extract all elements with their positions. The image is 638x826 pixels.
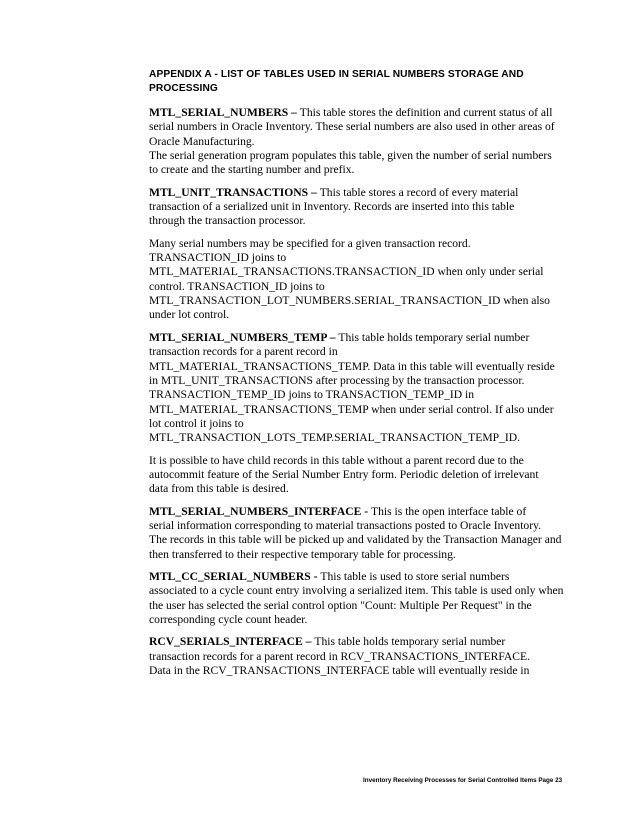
separator: – xyxy=(308,185,320,199)
paragraph-line xyxy=(149,360,589,374)
line-text: It is possible to have child records in this table without a parent record due to the xyxy=(149,453,524,467)
line-text: Oracle Manufacturing. xyxy=(149,134,255,148)
paragraph-line xyxy=(149,599,589,613)
table-description-paragraph xyxy=(149,570,589,627)
paragraph-line xyxy=(149,613,589,627)
table-description-paragraph xyxy=(149,505,589,562)
paragraph-line xyxy=(149,533,589,547)
line-text: associated to a cycle count entry involving a serialized item. This table is used only when xyxy=(149,584,564,598)
line-text: transaction records for a parent record in xyxy=(149,345,338,359)
paragraph-line xyxy=(149,519,589,533)
paragraph-line xyxy=(149,584,589,598)
paragraph-line xyxy=(149,251,589,265)
document-page xyxy=(149,68,589,686)
paragraph-line xyxy=(149,163,589,177)
table-name: MTL_SERIAL_NUMBERS xyxy=(149,106,289,119)
paragraph-line xyxy=(149,280,589,294)
paragraph-line xyxy=(149,650,589,664)
paragraph-line xyxy=(149,106,589,120)
table-description-paragraph xyxy=(149,635,589,678)
line-text: This table is used to store serial numbers xyxy=(320,569,510,583)
line-text: under lot control. xyxy=(149,308,230,322)
table-name: RCV_SERIALS_INTERFACE xyxy=(149,635,303,649)
paragraph-line xyxy=(149,308,589,322)
paragraph-line xyxy=(149,345,589,359)
paragraph-line xyxy=(149,186,589,200)
line-text: serial information corresponding to material transactions posted to Oracle Inventory. xyxy=(149,518,542,532)
table-description-paragraph xyxy=(149,237,589,323)
line-text: then transferred to their respective temporary table for processing. xyxy=(149,547,456,561)
line-text: Data in the RCV_TRANSACTIONS_INTERFACE table will eventually reside in xyxy=(149,664,530,678)
paragraph-line xyxy=(149,388,589,402)
table-name: MTL_SERIAL_NUMBERS_INTERFACE xyxy=(149,504,362,518)
line-text: transaction records for a parent record in RCV_TRANSACTIONS_INTERFACE. xyxy=(149,649,531,663)
paragraph-line xyxy=(149,120,589,134)
table-descriptions xyxy=(149,106,589,678)
paragraph-line xyxy=(149,214,589,228)
paragraph-line xyxy=(149,265,589,279)
line-text: serial numbers in Oracle Inventory. These serial numbers are also used in other areas of xyxy=(149,120,555,134)
paragraph-line xyxy=(149,664,589,678)
line-text: This table stores a record of every material xyxy=(319,185,519,199)
separator: – xyxy=(326,330,339,344)
table-description-paragraph xyxy=(149,186,589,229)
paragraph-line xyxy=(149,482,589,496)
line-text: The records in this table will be picked up and validated by the Transaction Manager and xyxy=(149,533,562,547)
line-text: This table stores the definition and current status of all xyxy=(299,106,553,119)
table-name: MTL_SERIAL_NUMBERS_TEMP xyxy=(149,330,327,344)
paragraph-line xyxy=(149,548,589,562)
page-footer: Inventory Receiving Processes for Serial Controlled Items Page 23 xyxy=(363,777,563,784)
paragraph-line xyxy=(149,149,589,163)
table-description-paragraph xyxy=(149,331,589,446)
line-text: control. TRANSACTION_ID joins to xyxy=(149,279,325,293)
heading-line-1: APPENDIX A - LIST OF TABLES USED IN SERIAL NUMBERS STORAGE AND xyxy=(149,69,524,80)
separator: - xyxy=(310,569,321,583)
paragraph-line xyxy=(149,635,589,649)
line-text: MTL_TRANSACTION_LOT_NUMBERS.SERIAL_TRANSACTION_ID when also xyxy=(149,294,550,308)
paragraph-line xyxy=(149,417,589,431)
table-description-paragraph xyxy=(149,106,589,178)
line-text: TRANSACTION_ID joins to xyxy=(149,251,287,265)
line-text: This table holds temporary serial number xyxy=(338,330,530,344)
line-text: through the transaction processor. xyxy=(149,214,306,228)
line-text: transaction of a serialized unit in Inventory. Records are inserted into this table xyxy=(149,200,515,214)
paragraph-line xyxy=(149,374,589,388)
line-text: MTL_MATERIAL_TRANSACTIONS_TEMP. Data in this table will eventually reside xyxy=(149,359,555,373)
line-text: the user has selected the serial control option "Count: Multiple Per Request" in the xyxy=(149,598,532,612)
paragraph-line xyxy=(149,135,589,149)
paragraph-line xyxy=(149,294,589,308)
line-text: MTL_MATERIAL_TRANSACTIONS.TRANSACTION_ID when only under serial xyxy=(149,265,544,279)
line-text: autocommit feature of the Serial Number Entry form. Periodic deletion of irrelevant xyxy=(149,467,539,481)
paragraph-line xyxy=(149,454,589,468)
heading-line-2: PROCESSING xyxy=(149,83,218,94)
appendix-heading xyxy=(149,68,589,96)
paragraph-line xyxy=(149,570,589,584)
line-text: in MTL_UNIT_TRANSACTIONS after processing by the transaction processor. xyxy=(149,373,525,387)
paragraph-line xyxy=(149,505,589,519)
line-text: The serial generation program populates this table, given the number of serial numbers xyxy=(149,149,552,163)
separator: – xyxy=(288,106,300,119)
table-name: MTL_UNIT_TRANSACTIONS xyxy=(149,185,309,199)
separator: – xyxy=(302,635,315,649)
line-text: MTL_TRANSACTION_LOTS_TEMP.SERIAL_TRANSACTION_TEMP_ID. xyxy=(149,431,521,445)
line-text: Many serial numbers may be specified for a given transaction record. xyxy=(149,236,471,250)
line-text: to create and the starting number and prefix. xyxy=(149,163,355,177)
line-text: data from this table is desired. xyxy=(149,482,289,496)
paragraph-line xyxy=(149,468,589,482)
table-description-paragraph xyxy=(149,454,589,497)
paragraph-line xyxy=(149,331,589,345)
line-text: TRANSACTION_TEMP_ID joins to TRANSACTION_TEMP_ID in xyxy=(149,388,475,402)
line-text: This table holds temporary serial number xyxy=(314,635,506,649)
separator: - xyxy=(361,504,372,518)
line-text: MTL_MATERIAL_TRANSACTIONS_TEMP when under serial control. If also under xyxy=(149,402,554,416)
line-text: lot control it joins to xyxy=(149,416,244,430)
line-text: This is the open interface table of xyxy=(371,504,527,518)
paragraph-line xyxy=(149,431,589,445)
table-name: MTL_CC_SERIAL_NUMBERS xyxy=(149,569,311,583)
paragraph-line xyxy=(149,200,589,214)
paragraph-line xyxy=(149,237,589,251)
paragraph-line xyxy=(149,403,589,417)
line-text: corresponding cycle count header. xyxy=(149,613,308,626)
